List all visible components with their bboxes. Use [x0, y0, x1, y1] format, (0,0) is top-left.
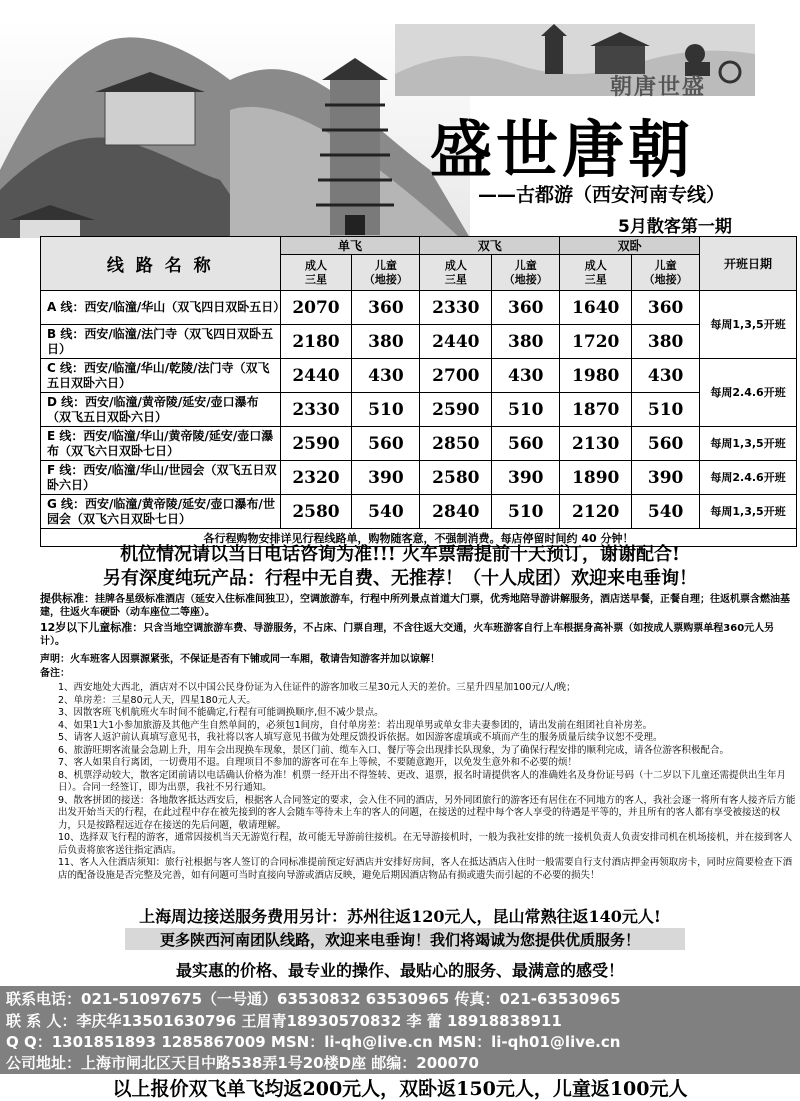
contact-address: 公司地址：上海市闸北区天目中路538弄1号20楼D座 邮编：200070 [6, 1054, 479, 1072]
notice-banner-2: 另有深度纯玩产品：行程中无自费、无推荐！（十人成团）欢迎来电垂询！ [103, 568, 697, 589]
notes-list [58, 682, 798, 882]
table-row: D 线：西安/临潼/黄帝陵/延安/壶口瀑布（双飞五日双卧六日） 2330 510 2590 510 1870 510 [41, 393, 797, 427]
brand-name: 朝唐世盛 [610, 75, 707, 100]
header-route: 线 路 名 称 [41, 237, 281, 291]
list-item: 2、单房差：三星80元人天，四星180元人天。 [58, 694, 256, 706]
standard-text: 提供标准：挂牌各星级标准酒店（延安入住标准间独卫），空调旅游车，行程中所列景点首道大门票，优秀地陪导游讲解服务，酒店送早餐，正餐自理；往返机票含燃油基建，往返火车硬卧（动车座位二等座）。 [40, 592, 790, 618]
table-footer-row: 各行程购物安排详见行程线路单，购物随客意，不强制消费。每店停留时间约 40 分钟！ [41, 529, 797, 547]
list-item: 5、请客人返沪前认真填写意见书，我社将以客人填写意见书做为处理反馈投诉依据。如因游客虚填或不填而产生的服务质量后续争议恕不受理。 [58, 732, 663, 743]
schedule-cell: 每周2.4.6开班 [700, 461, 797, 495]
schedule-cell: 每周1,3,5开班 [700, 495, 797, 529]
header-banner [0, 0, 800, 238]
contact-block [0, 986, 800, 1074]
rebate-notice: 以上报价双飞单飞均返200元人，双卧返150元人，儿童返100元人 [112, 1078, 688, 1100]
table-row: C 线：西安/临潼/华山/乾陵/法门寺（双飞五日双卧六日） 2440 430 2700 430 1980 430 每周2.4.6开班 [41, 359, 797, 393]
list-item: 9、散客拼团的接送：各地散客抵达西安后，根据客人合同签定的要求，会入住不同的酒店，另外同团旅行的游客还有居住在不同地方的客人，我社会逐一将所有客人接齐后方能出发开始当天的行程，在此过程中存在被先接到的客人会随车等待未上车的客人的问题，在接送的过程中每个客人享受的待遇是平等的，并且所有的客人都有享受被接送的权力，只是按路程远近存在接送的先后问题，敬请理解。 [58, 794, 796, 831]
header-adult: 成人 三星 [280, 255, 352, 291]
header-adult: 成人 三星 [420, 255, 492, 291]
child-standard-text: 12岁以下儿童标准：只含当地空调旅游车费、导游服务，不占床、门票自理，不含往返大交通，火车班游客自行上车根据身高补票（如按成人票购票单程360元人另计）。 [40, 621, 775, 647]
transfer-fee-banner: 上海周边接送服务费用另计：苏州往返120元人，昆山常熟往返140元人! [139, 907, 661, 926]
header-child: 儿童 （地接） [632, 255, 700, 291]
declaration-text: 声明：火车班客人因票源紧张，不保证是否有下铺或同一车厢，敬请告知游客并加以谅解！ [40, 654, 440, 665]
contact-people: 联 系 人：李庆华13501630796 王眉青18930570832 李 蕾 18918838911 [6, 1012, 562, 1030]
list-item: 11、客人入住酒店须知：旅行社根据与客人签订的合同标准提前预定好酒店并安排好房间，客人在抵达酒店入住时一般需要自行支付酒店押金再领取房卡，同时应简要检查下酒店的配备设施是否完整及完善，如有问题可当时直接向导游或酒店反映，避免后期因酒店物品有损或遗失而引起的不必要的损失！ [58, 857, 793, 881]
page-title: 盛世唐朝 [430, 113, 695, 186]
page-subtitle: ——古都游（西安河南专线） [478, 184, 726, 206]
list-item: 1、西安地处大西北，酒店对不以中国公民身份证为入住证件的游客加收三星30元人天的差价。三星升四星加100元/人/晚； [58, 682, 576, 693]
list-item: 10、选择双飞行程的游客，通常因接机当天无游览行程，故可能无导游前往接机。在无导游接机时，一般为我社安排的统一接机负责人负责安排司机在机场接机，并在接到客人后负责将旅客送往指定酒店。 [58, 832, 793, 856]
header-adult: 成人 三星 [560, 255, 632, 291]
list-item: 4、如果1大1小参加旅游及其他产生自然单间的，必须包1间房，自付单房差：若出现单男或单女非夫妻参团的，请出发前在组团社自补房差。 [58, 719, 653, 731]
notice-banner-1: 机位情况请以当日电话咨询为准!!! 火车票需提前十天预订，谢谢配合! [120, 544, 680, 565]
list-item: 7、客人如果自行离团，一切费用不退。自理项目不参加的游客可在车上等候，不要随意跑开，以免发生意外和不必要的烦！ [58, 757, 578, 768]
notes-label: 备注： [40, 668, 70, 679]
contact-qq-msn: Q Q：1301851893 1285867009 MSN：li-qh@live.cn MSN：li-qh01@live.cn [6, 1033, 621, 1051]
header-single-flight: 单飞 [280, 237, 420, 255]
more-routes-banner: 更多陕西河南团队线路，欢迎来电垂询！我们将竭诚为您提供优质服务！ [159, 931, 640, 949]
table-row: E 线：西安/临潼/华山/黄帝陵/延安/壶口瀑布（双飞六日双卧七日） 2590 560 2850 560 2130 560 每周1,3,5开班 [41, 427, 797, 461]
table-row: F 线：西安/临潼/华山/世园会（双飞五日双卧六日） 2320 390 2580 390 1890 390 每周2.4.6开班 [41, 461, 797, 495]
table-row: B 线：西安/临潼/法门寺（双飞四日双卧五日） 2180 380 2440 380 1720 380 [41, 325, 797, 359]
slogan: 最实惠的价格、最专业的操作、最贴心的服务、最满意的感受！ [175, 961, 624, 980]
header-double-sleeper: 双卧 [560, 237, 700, 255]
header-child: 儿童 （地接） [352, 255, 420, 291]
header-open-date: 开班日期 [700, 237, 797, 291]
table-row: A 线：西安/临潼/华山（双飞四日双卧五日） 2070 360 2330 360 1640 360 每周1,3,5开班 [41, 291, 797, 325]
list-item: 3、因散客班飞机航班火车时间不能确定,行程有可能调换顺序,但不减少景点。 [58, 707, 384, 718]
contact-phone: 联系电话：021-51097675（一号通）63530832 63530965 传真：021-63530965 [6, 990, 621, 1008]
schedule-cell: 每周2.4.6开班 [700, 359, 797, 427]
price-table [40, 236, 797, 547]
header-double-flight: 双飞 [420, 237, 560, 255]
table-row: G 线：西安/临潼/黄帝陵/延安/壶口瀑布/世园会（双飞六日双卧七日） 2580 540 2840 510 2120 540 每周1,3,5开班 [41, 495, 797, 529]
list-item: 6、旅游旺期客流量会急剧上升，用车会出现换车现象，景区门前、缆车入口、餐厅等会出现排长队现象，为了确保行程安排的顺利完成，请各位游客积极配合。 [58, 744, 730, 756]
header-child: 儿童 （地接） [492, 255, 560, 291]
issue-label: 5月散客第一期 [618, 217, 732, 237]
schedule-cell: 每周1,3,5开班 [700, 291, 797, 359]
list-item: 8、机票浮动较大，散客定团前请以电话确认价格为准！机票一经开出不得签转、更改、退票，报名时请提供客人的准确姓名及身份证号码（十二岁以下儿童还需提供出生年月日）。合同一经签订，即为出票，我社不另行通知。 [58, 769, 787, 793]
schedule-cell: 每周1,3,5开班 [700, 427, 797, 461]
